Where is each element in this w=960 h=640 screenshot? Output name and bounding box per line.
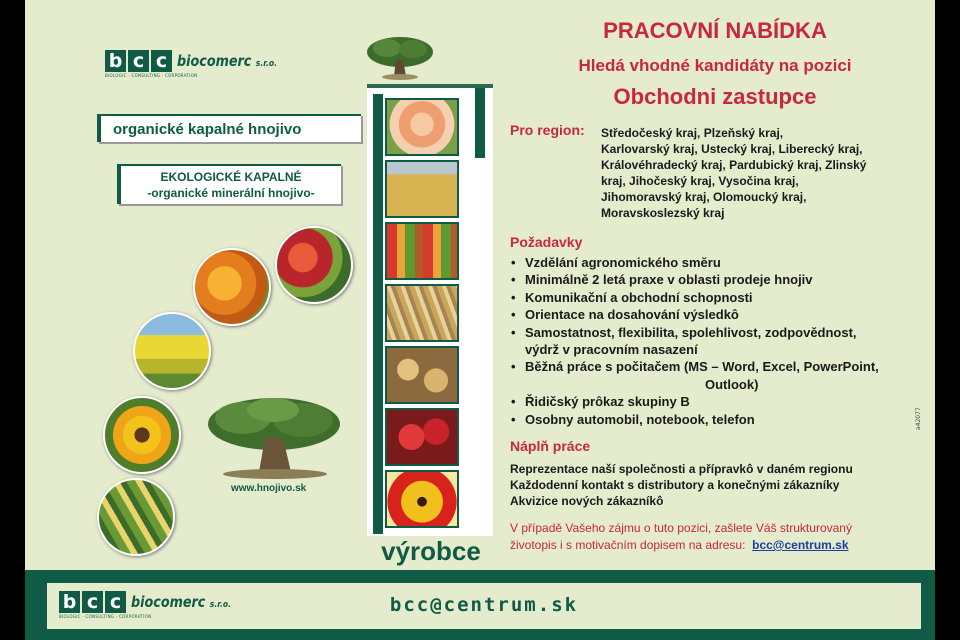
logo-suffix: s.r.o. (255, 59, 278, 69)
requirement-text: Samostatnost, flexibilita, spolehlivost, zodpovědnost, (525, 324, 857, 340)
requirement-continuation: Outlook) (705, 376, 759, 392)
apricots-image (193, 248, 271, 326)
requirements-label: Požadavky (510, 234, 583, 250)
strawberries-image (385, 408, 459, 466)
duties-label: Náplň práce (510, 438, 591, 454)
apples-image (275, 226, 353, 304)
requirement-item (509, 306, 929, 323)
logo-letter: c (105, 591, 126, 613)
contact-text (510, 520, 930, 554)
ad-code: a42077 (915, 407, 922, 430)
footer-email[interactable]: bcc@centrum.sk (389, 594, 579, 616)
maker-label: výrobce (381, 536, 481, 566)
logo-name-text: biocomerc (131, 593, 206, 611)
contact-email-link[interactable]: bcc@centrum.sk (752, 538, 849, 552)
logo-name (177, 52, 277, 70)
footer-panel (47, 583, 921, 629)
requirement-item (509, 324, 929, 359)
region-line: Středočeský kraj, Plzeňský kraj, (601, 126, 784, 140)
sunflowers-image (103, 396, 181, 474)
potatoes-image (385, 346, 459, 404)
region-line: kraj, Jihočeský kraj, Vysočina kraj, (601, 174, 799, 188)
logo-letter: c (151, 50, 172, 72)
product-type-line1: EKOLOGICKÉ KAPALNÉ (160, 170, 302, 184)
logo-letter: c (128, 50, 149, 72)
requirement-continuation: výdrž v pracovním nasazení (525, 342, 698, 358)
region-label: Pro region: (510, 122, 585, 138)
requirement-text: Minimálně 2 letá praxe v oblasti prodeje hnojiv (525, 272, 813, 288)
logo-subtitle: BIOLOGIC · CONSULTING · CORPORATION (59, 614, 152, 619)
region-list (601, 125, 931, 221)
tree-icon (365, 34, 435, 82)
grain-ears-image (385, 284, 459, 342)
brand-logo-top (105, 50, 295, 78)
job-ad-page (25, 0, 935, 640)
requirement-text: Vzdělání agronomického směru (525, 255, 721, 270)
product-type-line2: -organické minerální hnojivo- (147, 186, 315, 200)
product-label: organické kapalné hnojivo (113, 120, 302, 138)
requirement-text: Komunikační a obchodní schopnosti (525, 289, 753, 305)
requirements-list (509, 254, 929, 428)
duty-line: Reprezentace naší společnosti a přípravkô v daném regionu (510, 462, 853, 476)
requirement-text: Orientace na dosahování výsledkô (525, 307, 739, 323)
photo-strip (367, 84, 493, 536)
ad-title: PRACOVNÍ NABÍDKA (603, 18, 827, 43)
website-label: www.hnojivo.sk (231, 483, 307, 494)
logo-suffix: s.r.o. (209, 600, 232, 610)
duty-line: Každodenní kontakt s distributory a konečnými zákazníky (510, 478, 840, 492)
requirement-item (509, 271, 929, 288)
requirement-item (509, 254, 929, 271)
vegetables-image (385, 222, 459, 280)
region-line: Královéhradecký kraj, Pardubický kraj, Zlinský (601, 158, 867, 172)
logo-letter: b (59, 591, 80, 613)
ad-subtitle: Hledá vhodné kandidáty na pozici (578, 56, 852, 75)
region-line: Moravskoslezský kraj (601, 206, 725, 220)
wheat-field-image (385, 160, 459, 218)
contact-line: V případě Vašeho zájmu o tuto pozici, zašlete Váš strukturovaný (510, 521, 852, 535)
requirement-item (509, 289, 929, 306)
logo-letter: b (105, 50, 126, 72)
region-line: Jihomoravský kraj, Olomoucký kraj, (601, 190, 807, 204)
pansy-flower-image (385, 470, 459, 528)
requirement-text: Běžná práce s počitačem (MS – Word, Excel, PowerPoint, (525, 359, 879, 375)
requirement-item (509, 358, 929, 393)
product-type-box (117, 164, 341, 204)
strip-bar (475, 88, 485, 158)
duties-list (510, 461, 930, 509)
contact-line-text: životopis i s motivačním dopisem na adresu: (510, 538, 746, 552)
requirement-text: Osobny automobil, notebook, telefon (525, 411, 755, 427)
logo-letter: c (82, 591, 103, 613)
tree-icon (203, 394, 345, 482)
rose-image (385, 98, 459, 156)
requirement-item (509, 393, 929, 410)
requirement-item (509, 411, 929, 428)
requirement-text: Řidičský prôkaz skupiny B (525, 394, 690, 410)
logo-name-text: biocomerc (177, 52, 252, 70)
duty-line: Akvizice nových zákazníkô (510, 494, 664, 508)
footer-bar (25, 570, 935, 640)
contact-line (510, 537, 930, 554)
product-label-box (97, 114, 361, 142)
strip-bar (373, 94, 383, 534)
region-line: Karlovarský kraj, Ustecký kraj, Liberecký kraj, (601, 142, 863, 156)
rapeseed-field-image (133, 312, 211, 390)
corn-image (97, 478, 175, 556)
logo-subtitle: BIOLOGIC · CONSULTING · CORPORATION (105, 73, 198, 78)
position-title: Obchodni zastupce (613, 84, 817, 109)
